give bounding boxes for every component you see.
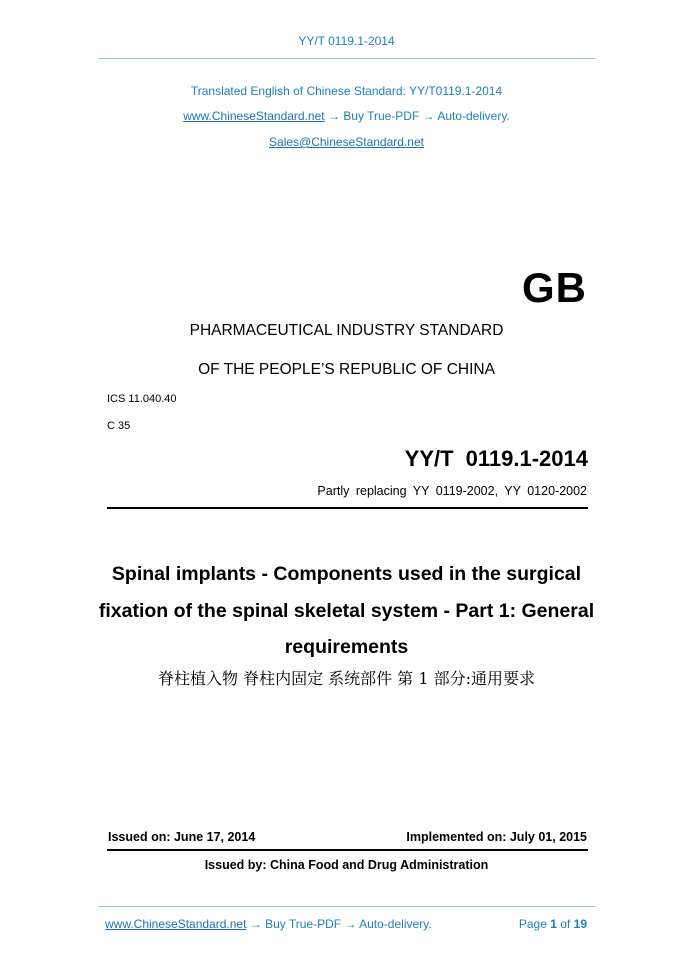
page-indicator bbox=[519, 917, 587, 931]
title-line-1: Spinal implants - Components used in the surgical bbox=[111, 563, 582, 585]
replacing-note: Partly replacing YY 0119-2002, YY 0120-2002 bbox=[317, 484, 587, 498]
issued-on-date: Issued on: June 17, 2014 bbox=[108, 830, 256, 844]
implemented-on-date: Implemented on: July 01, 2015 bbox=[406, 830, 587, 844]
buy-text: → Buy True-PDF → Auto-delivery. bbox=[327, 109, 510, 123]
footer-site-link[interactable]: www.ChineseStandard.net bbox=[105, 917, 247, 931]
issuer: Issued by: China Food and Drug Administration bbox=[204, 858, 489, 872]
gb-mark: GB bbox=[522, 264, 587, 311]
sales-line bbox=[0, 135, 693, 149]
standard-number: YY/T 0119.1-2014 bbox=[404, 446, 588, 471]
standard-title-line1: PHARMACEUTICAL INDUSTRY STANDARD bbox=[189, 322, 504, 339]
title-line-3: requirements bbox=[284, 636, 409, 658]
page-number: 1 bbox=[550, 917, 557, 931]
footer-buy-line bbox=[105, 917, 432, 931]
dates-divider bbox=[107, 849, 588, 851]
chinese-title: 脊柱植入物 脊柱内固定 系统部件 第 1 部分:通用要求 bbox=[157, 669, 535, 688]
footer-buy-text: → Buy True-PDF → Auto-delivery. bbox=[249, 917, 432, 931]
document-title bbox=[0, 556, 693, 666]
title-line-2: fixation of the spinal skeletal system - Part 1: General bbox=[98, 599, 595, 622]
footer-divider bbox=[98, 906, 595, 907]
page-total: 19 bbox=[573, 917, 587, 931]
standard-title-line2: OF THE PEOPLE’S REPUBLIC OF CHINA bbox=[198, 361, 495, 378]
ics-code: ICS 11.040.40 bbox=[107, 393, 177, 405]
classification-code: C 35 bbox=[107, 420, 131, 432]
site-link[interactable]: www.ChineseStandard.net bbox=[183, 109, 325, 123]
title-divider bbox=[107, 507, 588, 509]
running-header-code: YY/T 0119.1-2014 bbox=[298, 34, 395, 48]
sales-email-link[interactable]: Sales@ChineseStandard.net bbox=[269, 135, 424, 149]
of-label: of bbox=[560, 917, 571, 931]
translation-notice: Translated English of Chinese Standard: YY/T0119.1-2014 bbox=[190, 84, 503, 98]
header-divider bbox=[98, 58, 595, 59]
buy-line bbox=[0, 109, 693, 123]
page-label: Page bbox=[518, 917, 547, 931]
